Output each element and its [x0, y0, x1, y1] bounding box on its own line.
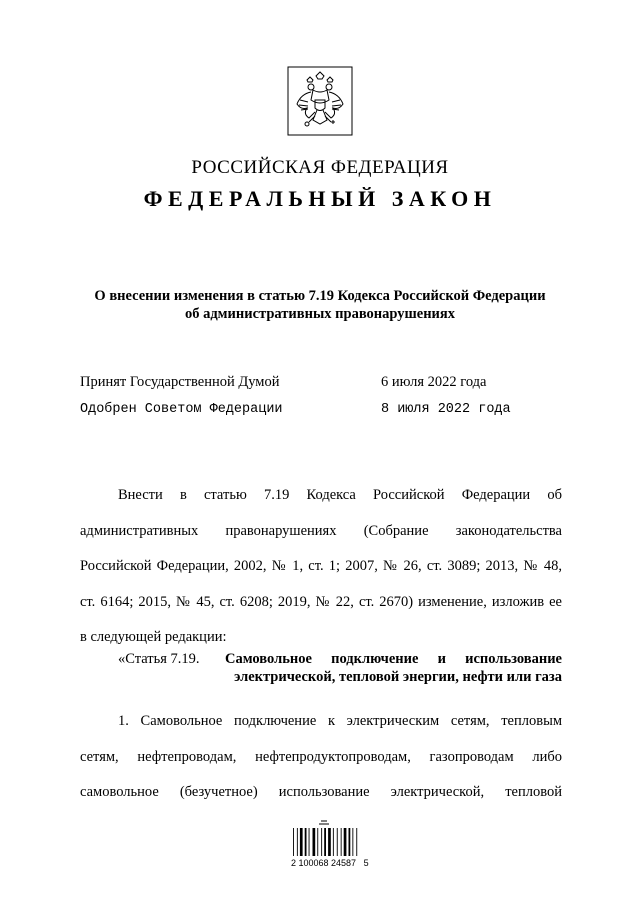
paragraph-line: административных правонарушениях (Собрание законодательства — [80, 522, 562, 539]
paragraph-line: самовольное (безучетное) использование электрической, тепловой — [80, 784, 562, 800]
adoption-duma-row — [80, 374, 580, 391]
council-label: Одобрен Советом Федерации — [80, 402, 283, 417]
law-title-line-1: О внесении изменения в статью 7.19 Кодекса Российской Федерации — [94, 288, 546, 304]
council-date: 8 июля 2022 года — [381, 402, 511, 417]
law-title-line-2: об административных правонарушениях — [184, 306, 456, 322]
article-label: «Статья 7.19. — [118, 651, 200, 667]
duma-label: Принят Государственной Думой — [80, 374, 280, 390]
article-heading-line-1: Самовольное подключение и использование — [225, 651, 562, 667]
article-heading — [225, 650, 562, 686]
article-heading-line-2: электрической, тепловой энергии, нефти или газа — [234, 669, 562, 685]
paragraph-line: сетям, нефтепроводам, нефтепродуктопроводам, газопроводам либо — [80, 748, 562, 765]
paragraph-line: Российской Федерации, 2002, № 1, ст. 1; 2007, № 26, ст. 3089; 2013, № 48, — [80, 558, 562, 574]
duma-date: 6 июля 2022 года — [381, 374, 487, 390]
country-heading: РОССИЙСКАЯ ФЕДЕРАЦИЯ — [191, 157, 449, 178]
paragraph-line: в следующей редакции: — [80, 629, 227, 645]
adoption-council-row — [80, 402, 580, 417]
paragraph-article-part-1 — [80, 704, 562, 811]
paragraph-line: ст. 6164; 2015, № 45, ст. 6208; 2019, № 22, ст. 2670) изменение, изложив ее — [80, 593, 562, 610]
law-title — [60, 287, 580, 323]
coat-of-arms-icon — [287, 66, 353, 136]
law-type-heading: ФЕДЕРАЛЬНЫЙ ЗАКОН — [143, 186, 497, 211]
paragraph-line: Внести в статью 7.19 Кодекса Российской Федерации об — [118, 487, 562, 503]
barcode-number: 2 100068 24587 5 — [291, 858, 369, 868]
paragraph-line: 1. Самовольное подключение к электрическим сетям, тепловым — [118, 713, 562, 729]
paragraph-amendment — [80, 478, 562, 656]
